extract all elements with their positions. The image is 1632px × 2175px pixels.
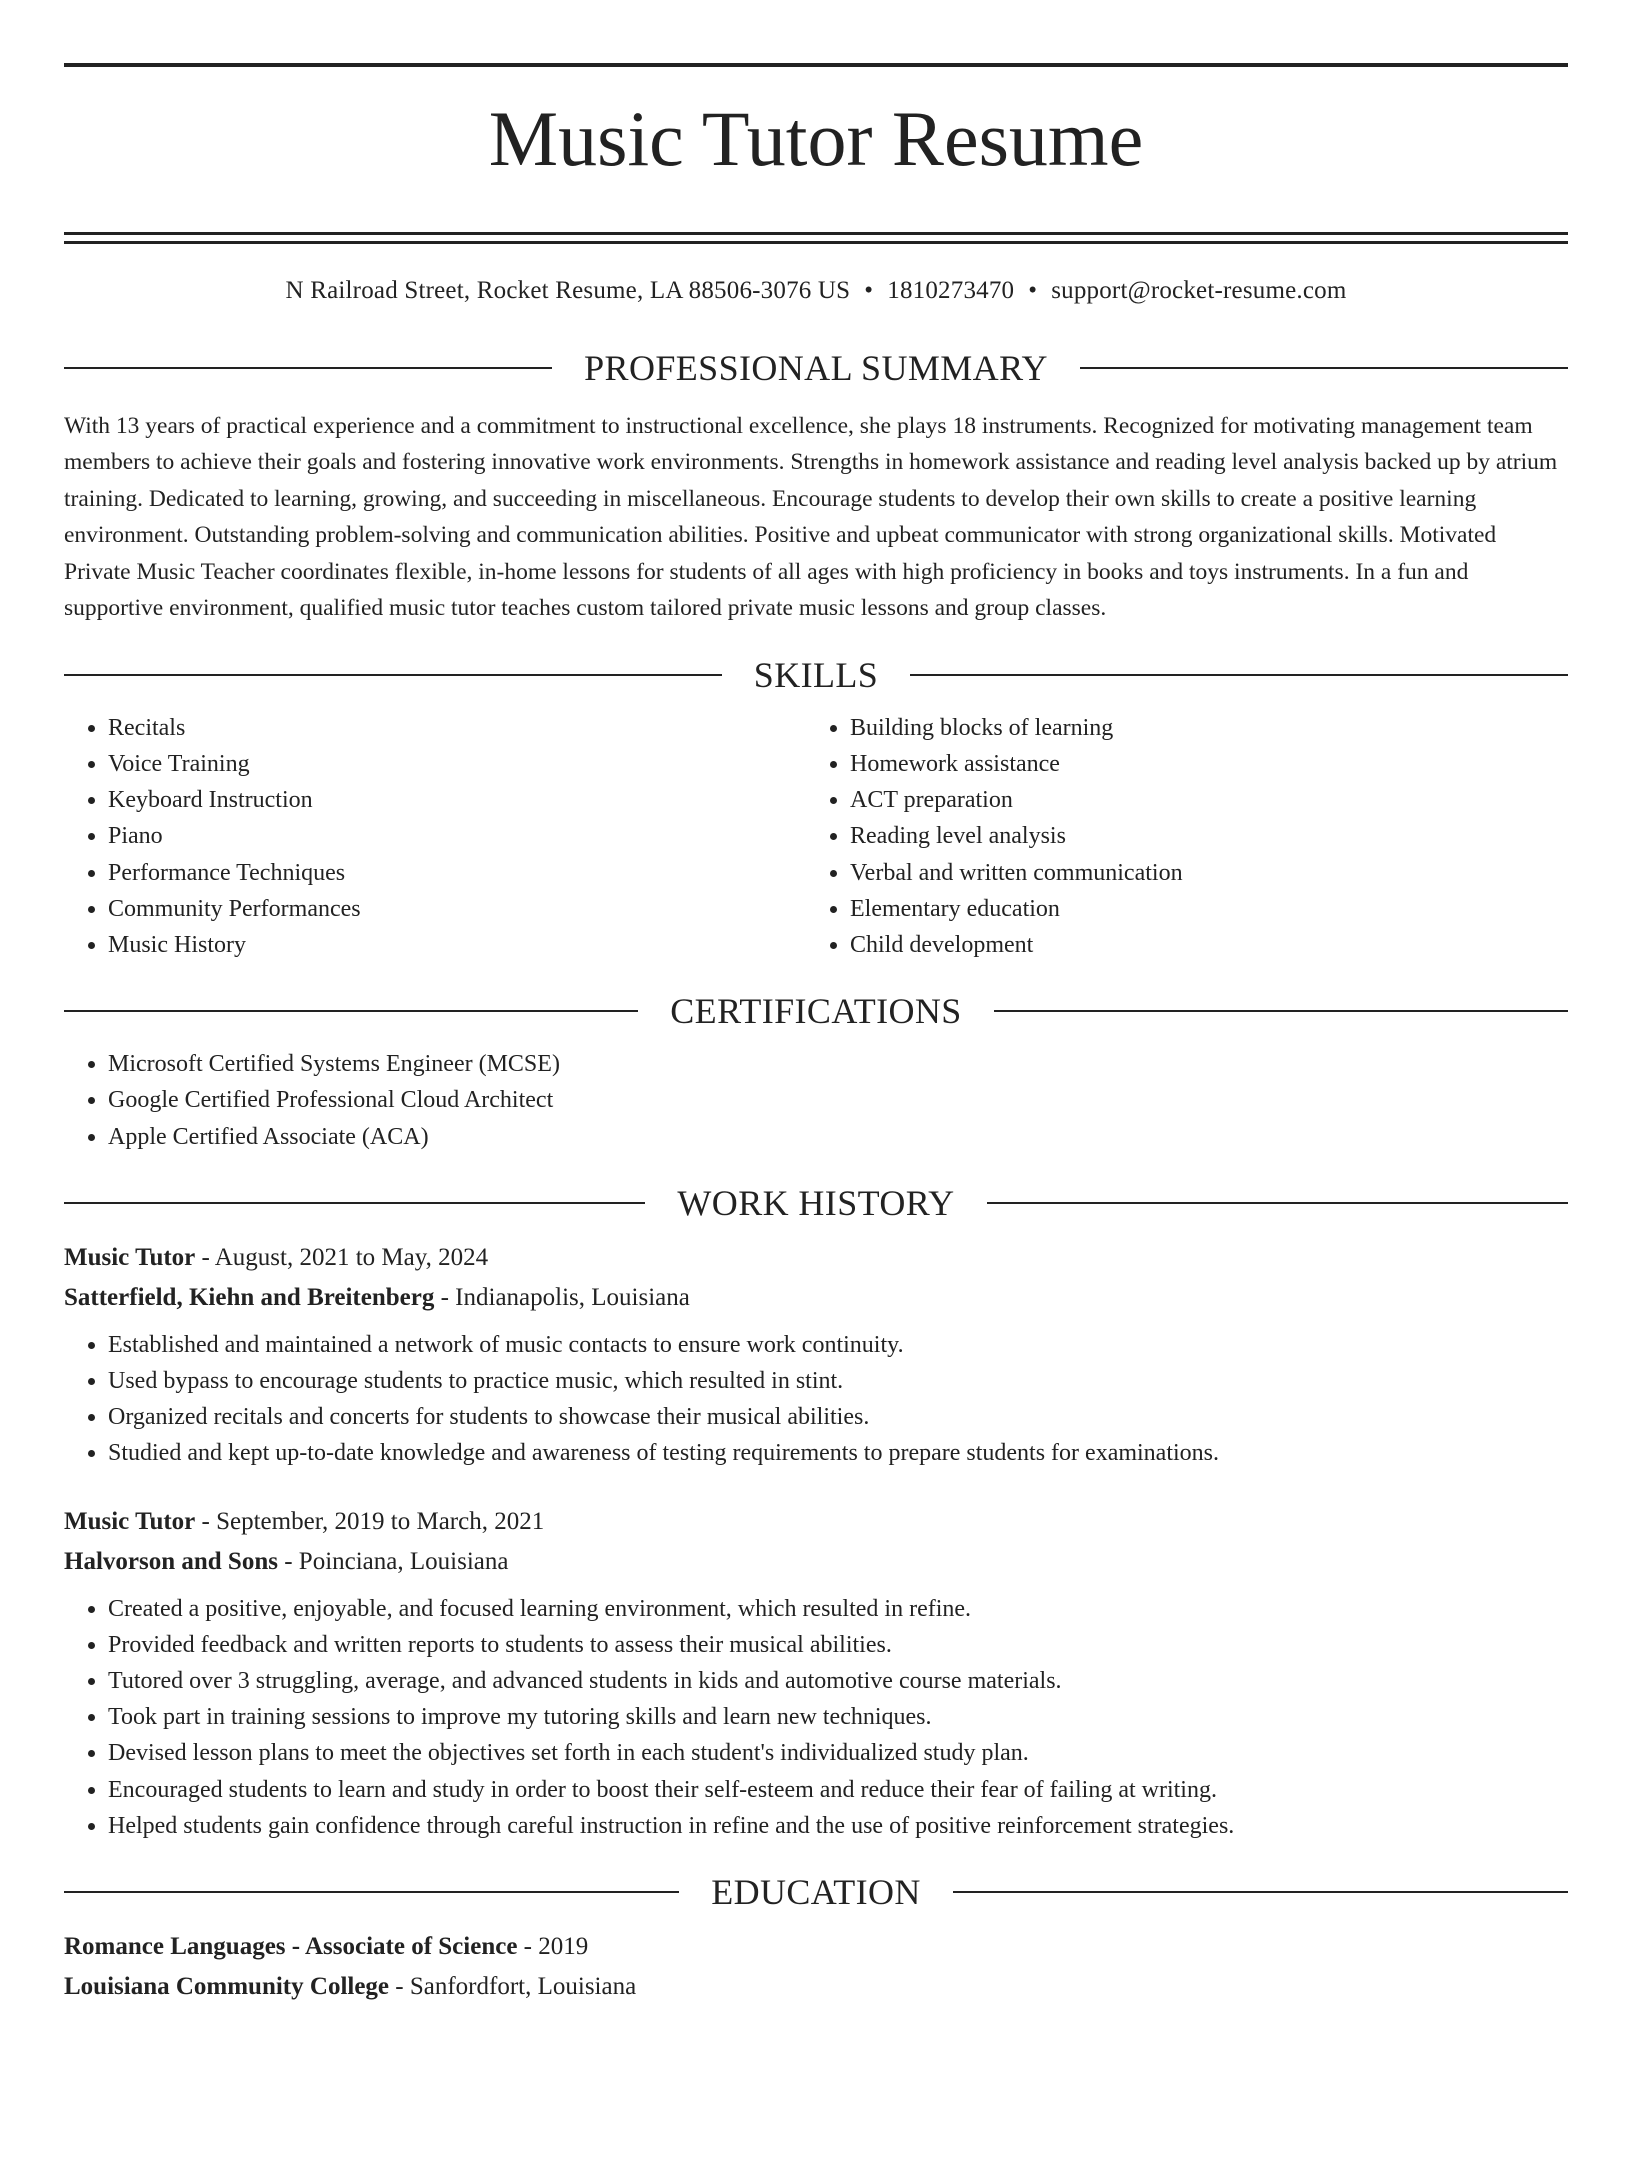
job-company: Halvorson and Sons bbox=[64, 1547, 278, 1575]
contact-address: N Railroad Street, Rocket Resume, LA 88506-3076 US bbox=[285, 277, 851, 305]
job-company: Satterfield, Kiehn and Breitenberg bbox=[64, 1283, 435, 1311]
skill-item: • Performance Techniques bbox=[108, 855, 806, 891]
skill-item: • Community Performances bbox=[108, 891, 806, 927]
job-bullet: • Established and maintained a network of music contacts to ensure work continuity. bbox=[108, 1327, 1568, 1363]
job-company-line bbox=[64, 1542, 1568, 1582]
contact-separator: • bbox=[864, 277, 874, 305]
top-rule bbox=[64, 63, 1568, 67]
summary-heading bbox=[64, 347, 1568, 388]
education-degree-line bbox=[64, 1927, 1568, 1967]
skills-heading-label: SKILLS bbox=[753, 654, 879, 695]
contact-separator: • bbox=[1028, 277, 1038, 305]
work-history-heading bbox=[64, 1182, 1568, 1223]
job-title-line bbox=[64, 1238, 1568, 1278]
job-company-line bbox=[64, 1278, 1568, 1318]
education-school-line bbox=[64, 1967, 1568, 2007]
skill-item: • Voice Training bbox=[108, 746, 806, 782]
certification-item: • Microsoft Certified Systems Engineer (MCSE) bbox=[108, 1046, 1568, 1082]
job-title-line bbox=[64, 1502, 1568, 1542]
job-title: Music Tutor bbox=[64, 1507, 196, 1535]
skill-item: • Keyboard Instruction bbox=[108, 782, 806, 818]
skill-item: • Recitals bbox=[108, 710, 806, 746]
job-bullet: • Organized recitals and concerts for students to showcase their musical abilities. bbox=[108, 1399, 1568, 1435]
skill-item: • Elementary education bbox=[850, 891, 1548, 927]
job-title: Music Tutor bbox=[64, 1243, 196, 1271]
certifications-heading-label: CERTIFICATIONS bbox=[670, 991, 962, 1032]
education-entry bbox=[64, 1927, 1568, 2007]
summary-text: With 13 years of practical experience and a commitment to instructional excellence, she plays 18 instruments. Recognized for motivating management team members to achieve their goals and fostering innovative work environments. Strengths in homework assistance and reading level analysis backed up by atrium training. Dedicated to learning, growing, and succeeding in miscellaneous. Encourage students to develop their own skills to create a positive learning environment. Outstanding problem-solving and communication abilities. Positive and upbeat communicator with strong organizational skills. Motivated Private Music Teacher coordinates flexible, in-home lessons for students of all ages with high proficiency in books and toys instruments. In a fun and supportive environment, qualified music tutor teaches custom tailored private music lessons and group classes. bbox=[64, 412, 1558, 622]
summary-heading-label: PROFESSIONAL SUMMARY bbox=[584, 347, 1048, 388]
resume-title: Music Tutor Resume bbox=[488, 95, 1144, 182]
certification-item: • Apple Certified Associate (ACA) bbox=[108, 1119, 1568, 1155]
skill-item: • Building blocks of learning bbox=[850, 710, 1548, 746]
job-bullet: • Took part in training sessions to improve my tutoring skills and learn new techniques. bbox=[108, 1699, 1568, 1735]
job-location: - Poinciana, Louisiana bbox=[277, 1547, 509, 1575]
skill-item: • Verbal and written communication bbox=[850, 855, 1548, 891]
contact-phone: 1810273470 bbox=[887, 277, 1015, 305]
job-bullet: • Studied and kept up-to-date knowledge and awareness of testing requirements to prepare students for examinations. bbox=[108, 1435, 1568, 1471]
job-entry bbox=[64, 1238, 1568, 1472]
education-heading-label: EDUCATION bbox=[711, 1872, 921, 1913]
skill-item: • Music History bbox=[108, 927, 806, 963]
job-bullets bbox=[64, 1591, 1568, 1844]
title-double-rule bbox=[64, 232, 1568, 244]
job-bullet: • Encouraged students to learn and study in order to boost their self-esteem and reduce their fear of failing at writing. bbox=[108, 1772, 1568, 1808]
education-heading bbox=[64, 1872, 1568, 1913]
skill-item: • Piano bbox=[108, 818, 806, 854]
job-bullet: • Provided feedback and written reports to students to assess their musical abilities. bbox=[108, 1627, 1568, 1663]
certification-item: • Google Certified Professional Cloud Architect bbox=[108, 1082, 1568, 1118]
skills-right-column bbox=[806, 710, 1548, 963]
job-bullet: • Created a positive, enjoyable, and focused learning environment, which resulted in refine. bbox=[108, 1591, 1568, 1627]
job-bullet: • Used bypass to encourage students to practice music, which resulted in stint. bbox=[108, 1363, 1568, 1399]
job-location: - Indianapolis, Louisiana bbox=[434, 1283, 690, 1311]
skill-item: • Homework assistance bbox=[850, 746, 1548, 782]
contact-email: support@rocket-resume.com bbox=[1051, 277, 1347, 305]
resume-page bbox=[0, 63, 1632, 2175]
job-bullet: • Tutored over 3 struggling, average, and advanced students in kids and automotive course materials. bbox=[108, 1663, 1568, 1699]
skills-list bbox=[64, 710, 1568, 963]
education-degree: Romance Languages - Associate of Science bbox=[64, 1933, 518, 1961]
job-bullets bbox=[64, 1327, 1568, 1472]
skill-item: • ACT preparation bbox=[850, 782, 1548, 818]
education-year: - 2019 bbox=[517, 1933, 589, 1961]
skill-item: • Reading level analysis bbox=[850, 818, 1548, 854]
skills-left-column bbox=[64, 710, 806, 963]
work-history-heading-label: WORK HISTORY bbox=[677, 1182, 955, 1223]
skill-item: • Child development bbox=[850, 927, 1548, 963]
job-entry bbox=[64, 1502, 1568, 1844]
job-bullet: • Devised lesson plans to meet the objectives set forth in each student's individualized study plan. bbox=[108, 1735, 1568, 1771]
certifications-heading bbox=[64, 991, 1568, 1032]
contact-line bbox=[64, 277, 1568, 305]
job-bullet: • Helped students gain confidence through careful instruction in refine and the use of positive reinforcement strategies. bbox=[108, 1808, 1568, 1844]
skills-heading bbox=[64, 654, 1568, 695]
job-dates: - September, 2019 to March, 2021 bbox=[195, 1507, 545, 1535]
job-dates: - August, 2021 to May, 2024 bbox=[195, 1243, 489, 1271]
certifications-list bbox=[64, 1046, 1568, 1155]
education-location: - Sanfordfort, Louisiana bbox=[389, 1973, 637, 2001]
education-school: Louisiana Community College bbox=[64, 1973, 390, 2001]
